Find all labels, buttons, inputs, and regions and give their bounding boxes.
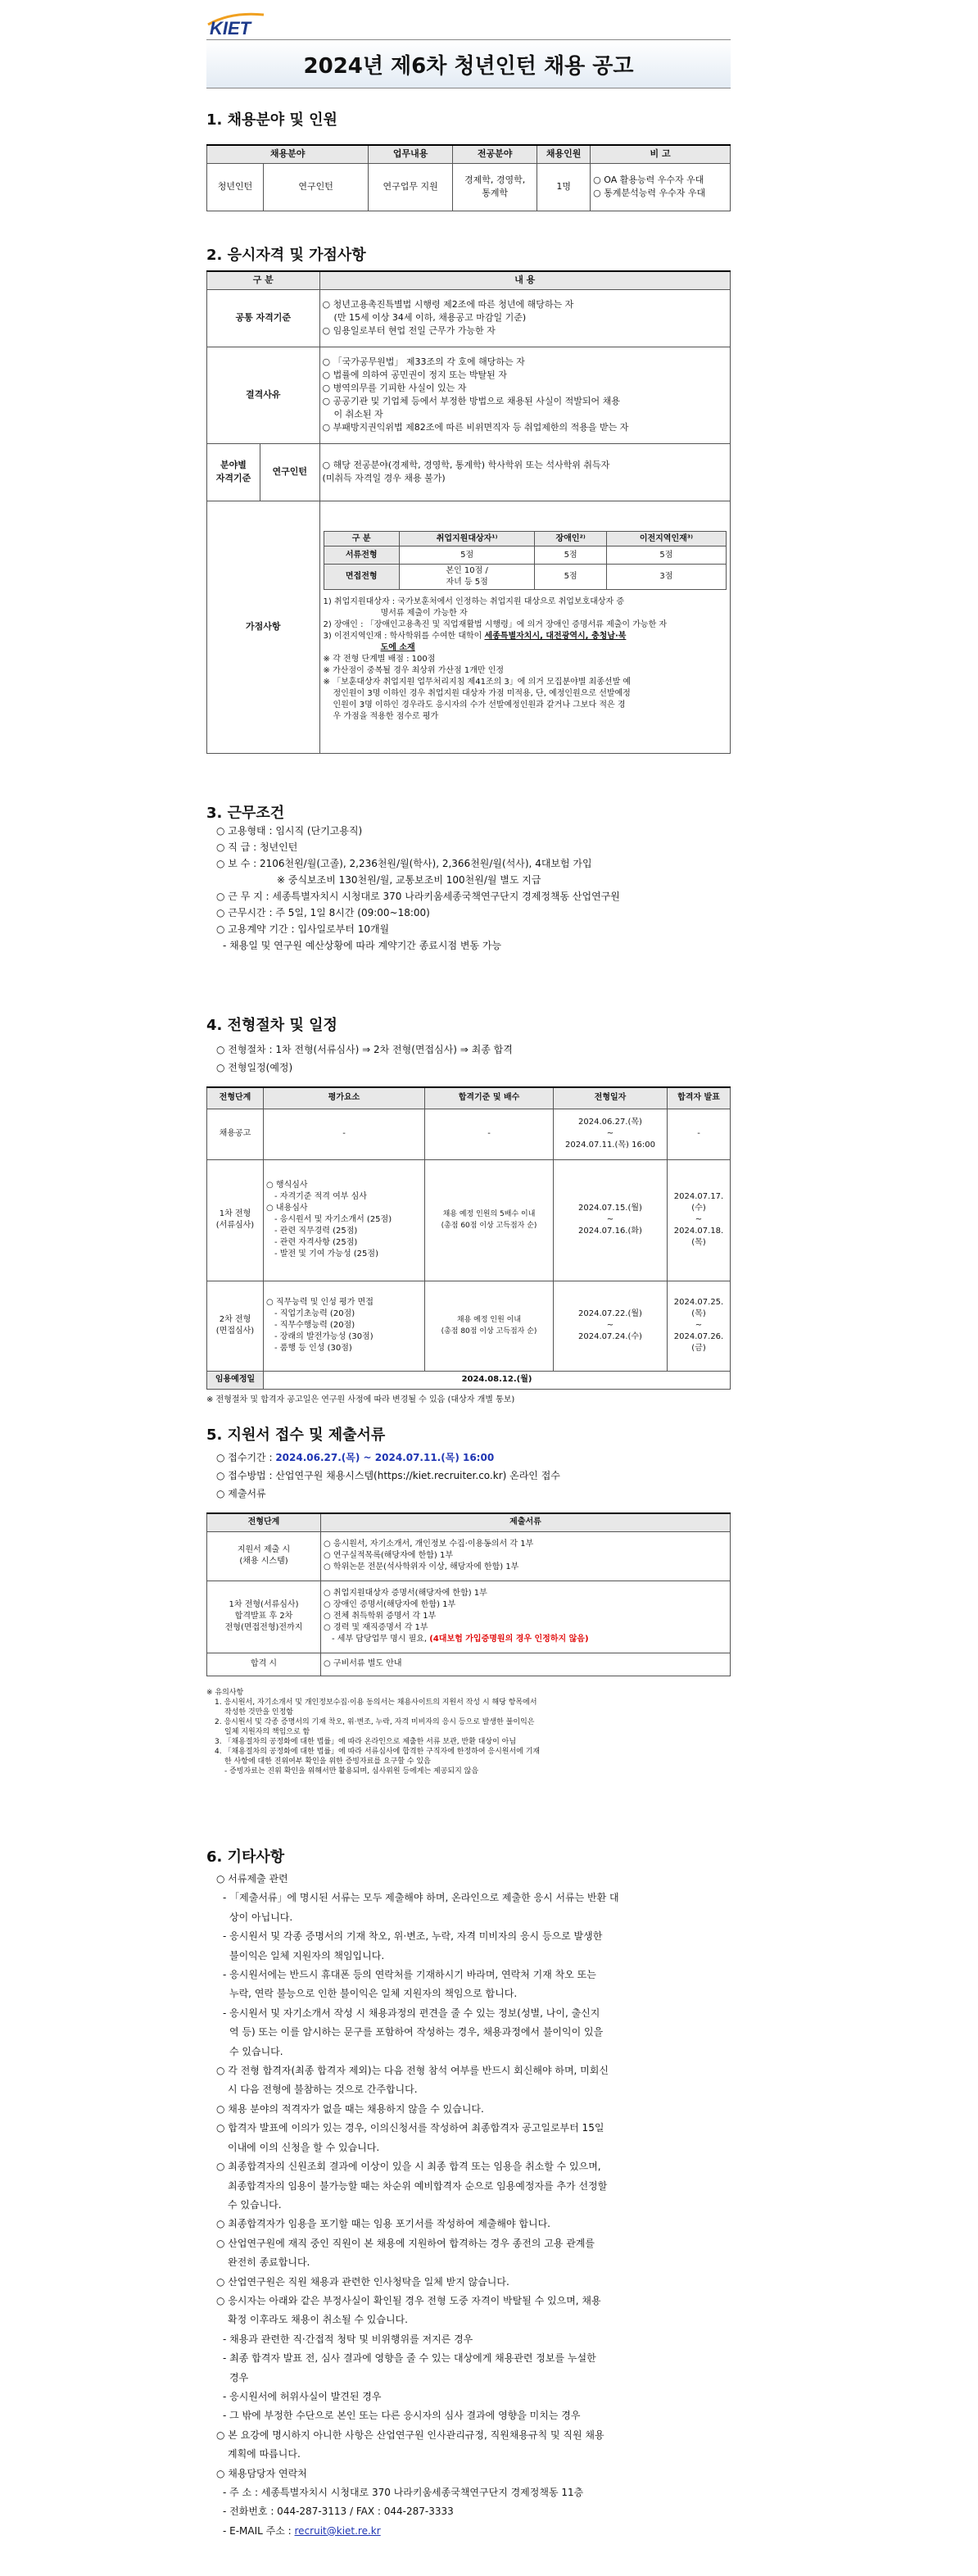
notice-line: - 주 소 : 세종특별자치시 시청대로 370 나라키움세종국책연구단지 경제정책동 11층	[223, 2487, 584, 2498]
cell: 본인 10점 / 자녀 등 5점	[399, 565, 535, 590]
cell: 1차 전형 (서류심사)	[207, 1159, 264, 1281]
cell: 합격 시	[207, 1653, 321, 1676]
notice-line: ○ 산업연구원은 직원 채용과 관련한 인사청탁을 일체 받지 않습니다.	[216, 2275, 509, 2288]
cell: 청년인턴	[207, 163, 264, 211]
cell: 채용 예정 인원 이내 (총점 80점 이상 고득점자 순)	[425, 1281, 554, 1371]
row-label: 임용예정일	[207, 1371, 264, 1389]
notice-line: 상이 아닙니다.	[229, 1911, 293, 1923]
cell: 1차 전형(서류심사) 합격발표 후 2차 전형(면접전형)전까지	[207, 1581, 321, 1653]
notice-line: ○ 합격자 발표에 이의가 있는 경우, 이의신청서를 작성하여 최종합격자 공고일로부터 15일	[216, 2122, 604, 2134]
cell: 5점	[399, 546, 535, 565]
notice-line: ○ 산업연구원에 재직 중인 직원이 본 채용에 지원하여 합격하는 경우 종전의 고용 관계를	[216, 2237, 595, 2249]
col-header: 채용인원	[537, 145, 591, 163]
svg-text:KIET: KIET	[210, 18, 251, 38]
notice-line: ○ 채용 분야의 적격자가 없을 때는 채용하지 않을 수 있습니다.	[216, 2102, 484, 2115]
notice-line: - 최종 합격자 발표 전, 심사 결과에 영향을 줄 수 있는 대상에게 채용관련 정보를 누설한	[223, 2352, 596, 2365]
notice-line: ○ 응시자는 아래와 같은 부정사실이 확인될 경우 전형 도중 자격이 박탈될 수 있으며, 채용	[216, 2294, 601, 2306]
cell: -	[264, 1109, 425, 1159]
section-6-title: 6. 기타사항	[206, 1848, 285, 1866]
cell: ○ 직무능력 및 인성 평가 면접 - 직업기초능력 (20점) - 직무수행능력 (20점) - 장래의 발전가능성 (30점) - 품행 등 인성 (30점)	[264, 1281, 425, 1371]
row-label: 가점사항	[207, 501, 320, 753]
cell: ○ OA 활용능력 우수자 우대 ○ 통계분석능력 우수자 우대	[591, 163, 731, 211]
work-conditions: ○ 고용형태 : 임시직 (단기고용직) ○ 직 급 : 청년인턴 ○ 보 수 : 2106천원/월(고졸), 2,236천원/월(학사), 2,366천원/월(석사), 4대보험 가입 ※ 중식보조비 130천원/월, 교통보조비 100천원/월 별도 지급 ○ 근 무 지 : 세종특별자치시 시청대로 370 나라키움세종국책연구단지 경제정책동 산업연구원 ○ 근무시간 : 주 5일, 1일 8시간 (09:00~18:00) ○ 고용계약 기간 : 입사일로부터 10개월 - 채용일 및 연구원 예산상황에 따라 계약기간 종료시점 변동 가능	[216, 825, 620, 951]
notice-line: 최종합격자의 임용이 불가능할 때는 차순위 예비합격자 순으로 임용예정자를 추가 선정할	[228, 2179, 608, 2192]
section-3-title: 3. 근무조건	[206, 805, 285, 822]
col-header: 구 분	[324, 532, 399, 546]
cell: 3점	[606, 565, 726, 590]
notice-line: - 응시원서에는 반드시 휴대폰 등의 연락처를 기재하시기 바라며, 연락처 기재 착오 또는	[223, 1969, 596, 1981]
row-label: 면접전형	[324, 565, 399, 590]
notice-line: - 응시원서에 허위사실이 발견된 경우	[223, 2390, 382, 2402]
bonus-notes: 1) 취업지원대상자 : 국가보훈처에서 인정하는 취업지원 대상으로 취업보호대상자 증 명서류 제출이 가능한 자 2) 장애인 : 「장애인고용촉진 및 직업재활법 시행령」에 의거 장애인 증명서류 제출이 가능한 자 3) 이전지역인재 : 학사학위를 수여한 대학이 세종특별자치시, 대전광역시, 충청남·북 도에 소재 ※ 각 전형 단계별 배점 : 100점 ※ 가산점이 중복될 경우 최상위 가산점 1개만 인정 ※ 「보훈대상자 취업지원 업무처리지침 제41조의 3」에 의거 모집분야별 최종선발 예 정인원이 3명 이하인 경우 취업지원 대상자 가점 미적용, 단, 예정인원으로 선발예정 인원이 3명 이하인 경우라도 응시자의 수가 선발예정인원과 같거나 그보다 적은 경 우 가점을 적용한 점수로 평가	[323, 597, 668, 721]
other-notes	[216, 1870, 731, 2541]
cell: ○ 구비서류 별도 안내	[321, 1653, 731, 1676]
notice-line: 경우	[229, 2371, 249, 2383]
application-notes: ※ 유의사항 1. 응시원서, 자기소개서 및 개인정보수집·이용 동의서는 채용사이트의 지원서 작성 시 해당 항목에서 작성한 것만을 인정함 2. 응시원서 및 각종 증명서의 기재 착오, 위·변조, 누락, 자격 미비자의 응시 등으로 발생한 불이익은 일체 지원자의 책임으로 함 3. 「채용절차의 공정화에 대한 법률」에 따라 온라인으로 제출한 서류 보관, 반환 대상이 아님 4. 「채용절차의 공정화에 대한 법률」에 따라 서류심사에 합격한 구직자에 한정하여 응시원서에 기재 한 사항에 대한 진위여부 확인을 위한 증빙자료를 요구할 수 있음 - 증빙자료는 진위 확인을 위해서만 활용되며, 심사위원 등에게는 제공되지 않음	[206, 1689, 541, 1776]
cell: ○ 청년고용촉진특별법 시행령 제2조에 따른 청년에 해당하는 자 (만 15세 이상 34세 이하, 채용공고 마감일 기준) ○ 임용일로부터 현업 전일 근무가 가능한 자	[319, 289, 730, 347]
notice-line: 수 있습니다.	[229, 2045, 283, 2057]
col-header: 합격자 발표	[668, 1087, 731, 1109]
cell: 채용공고	[207, 1109, 264, 1159]
col-header: 내 용	[319, 271, 730, 289]
col-header: 구 분	[207, 271, 320, 289]
cell: 경제학, 경영학, 통계학	[453, 163, 537, 211]
cell: 2차 전형 (면접심사)	[207, 1281, 264, 1371]
cell: 2024.07.17.(수) ~ 2024.07.18.(목)	[668, 1159, 731, 1281]
cell: 2024.07.25.(목) ~ 2024.07.26.(금)	[668, 1281, 731, 1371]
notice-line: 시 다음 전형에 불참하는 것으로 간주합니다.	[228, 2084, 418, 2096]
cell: -	[425, 1109, 554, 1159]
notice-line: 계획에 따릅니다.	[228, 2448, 301, 2460]
cell: ○ 「국가공무원법」 제33조의 각 호에 해당하는 자 ○ 법률에 의하여 공민권이 정지 또는 박탈된 자 ○ 병역의무를 기피한 사실이 있는 자 ○ 공공기관 및 기업체 등에서 부정한 방법으로 채용된 사실이 적발되어 채용 이 취소된 자 ○ 부패방지권익위법 제82조에 따른 비위면직자 등 취업제한의 적용을 받는 자	[319, 347, 730, 443]
section-1-title: 1. 채용분야 및 인원	[206, 111, 337, 129]
documents-table	[206, 1512, 731, 1676]
notice-line: 수 있습니다.	[228, 2198, 282, 2211]
section-4-title: 4. 전형절차 및 일정	[206, 1017, 337, 1034]
notice-line: - 그 밖에 부정한 수단으로 본인 또는 다른 응시자의 심사 결과에 영향을 미치는 경우	[223, 2410, 581, 2422]
col-header: 평가요소	[264, 1087, 425, 1109]
cell: -	[668, 1109, 731, 1159]
col-header: 장애인²⁾	[535, 532, 606, 546]
cell: 2024.07.22.(월) ~ 2024.07.24.(수)	[554, 1281, 668, 1371]
notice-line: 이내에 이의 신청을 할 수 있습니다.	[228, 2141, 380, 2153]
row-label: 연구인턴	[260, 443, 320, 501]
procedure-text: ○ 전형절차 : 1차 전형(서류심사) ⇒ 2차 전형(면접심사) ⇒ 최종 합격 ○ 전형일정(예정)	[216, 1044, 513, 1073]
cell: ○ 취업지원대상자 증명서(해당자에 한함) 1부 ○ 장애인 증명서(해당자에 한함) 1부 ○ 전체 취득학위 증명서 각 1부 ○ 경력 및 재직증명서 각 1부 - 세부 담당업무 명시 필요, (4대보험 가입증명원의 경우 인정하지 않음)	[321, 1581, 731, 1653]
col-header: 취업지원대상자¹⁾	[399, 532, 535, 546]
cell: 2024.08.12.(월)	[264, 1371, 731, 1389]
notice-line: - 채용과 관련한 직·간접적 청탁 및 비위행위를 저지른 경우	[223, 2333, 473, 2345]
application-text: ○ 접수기간 : 2024.06.27.(목) ~ 2024.07.11.(목) 16:00 ○ 접수방법 : 산업연구원 채용시스템(https://kiet.recruiter.co.kr) 온라인 접수 ○ 제출서류	[216, 1452, 560, 1499]
row-label: 분야별 자격기준	[207, 443, 260, 501]
row-label: 서류전형	[324, 546, 399, 565]
cell: 연구인턴	[264, 163, 369, 211]
row-label: 공통 자격기준	[207, 289, 320, 347]
cell: 2024.07.15.(월) ~ 2024.07.16.(화)	[554, 1159, 668, 1281]
cell	[319, 501, 730, 753]
qualification-table	[206, 270, 731, 754]
row-label: 결격사유	[207, 347, 320, 443]
bonus-table	[324, 531, 727, 590]
notice-line: ○ 각 전형 합격자(최종 합격자 제외)는 다음 전형 참석 여부를 반드시 회신해야 하며, 미회신	[216, 2065, 609, 2077]
kiet-logo	[206, 8, 280, 38]
notice-line: ○ 서류제출 관련	[216, 1873, 288, 1884]
notice-line: ○ 본 요강에 명시하지 아니한 사항은 산업연구원 인사관리규정, 직원채용규칙 및 직원 채용	[216, 2429, 604, 2441]
notice-line: 누락, 연락 불능으로 인한 불이익은 일체 지원자의 책임으로 합니다.	[229, 1988, 518, 2000]
cell: 지원서 제출 시 (채용 시스템)	[207, 1531, 321, 1581]
notice-line: ○ 채용담당자 연락처	[216, 2467, 307, 2479]
cell: 2024.06.27.(목) ~ 2024.07.11.(목) 16:00	[554, 1109, 668, 1159]
schedule-footnote: ※ 전형절차 및 합격자 공고일은 연구원 사정에 따라 변경될 수 있음 (대상자 개별 통보)	[206, 1395, 515, 1404]
col-header: 비 고	[591, 145, 731, 163]
notice-line: 불이익은 일체 지원자의 책임입니다.	[229, 1949, 385, 1961]
notice-line: ○ 최종합격자가 임용을 포기할 때는 임용 포기서를 작성하여 제출해야 합니다.	[216, 2218, 550, 2230]
notice-line: - 응시원서 및 각종 증명서의 기재 착오, 위·변조, 누락, 자격 미비자의 응시 등으로 발생한	[223, 1930, 603, 1943]
recruitment-table	[206, 144, 731, 211]
col-header: 전공분야	[453, 145, 537, 163]
cell: ○ 행식심사 - 자격기준 적격 여부 심사 ○ 내용심사 - 응시원서 및 자기소개서 (25점) - 관련 직무경력 (25점) - 관련 자격사항 (25점) - 발전 및 기여 가능성 (25점)	[264, 1159, 425, 1281]
col-header: 채용분야	[207, 145, 369, 163]
notice-line: - 응시원서 및 자기소개서 작성 시 채용과정의 편견을 줄 수 있는 정보(성별, 나이, 출신지	[223, 2007, 600, 2019]
notice-line: 완전히 종료합니다.	[228, 2256, 310, 2269]
cell: 5점	[535, 546, 606, 565]
col-header: 전형단계	[207, 1087, 264, 1109]
col-header: 전형단계	[207, 1513, 321, 1531]
section-2-title: 2. 응시자격 및 가점사항	[206, 247, 366, 264]
email-link[interactable]: recruit@kiet.re.kr	[294, 2524, 381, 2537]
notice-line: 확정 이후라도 채용이 취소될 수 있습니다.	[228, 2314, 408, 2326]
section-5-title: 5. 지원서 접수 및 제출서류	[206, 1426, 386, 1444]
page-title: 2024년 제6차 청년인턴 채용 공고	[206, 39, 731, 88]
cell: ○ 해당 전공분야(경제학, 경영학, 통계학) 학사학위 또는 석사학위 취득자 (미취득 자격일 경우 채용 불가)	[319, 443, 730, 501]
notice-line: 역 등) 또는 이를 암시하는 문구를 포함하여 작성하는 경우, 채용과정에서 불이익이 있을	[229, 2026, 604, 2039]
notice-line: - 「제출서류」에 명시된 서류는 모두 제출해야 하며, 온라인으로 제출한 응시 서류는 반환 대	[223, 1892, 619, 1904]
col-header: 전형일자	[554, 1087, 668, 1109]
col-header: 업무내용	[369, 145, 453, 163]
cell: 채용 예정 인원의 5배수 이내 (총점 60점 이상 고득점자 순)	[425, 1159, 554, 1281]
col-header: 합격기준 및 배수	[425, 1087, 554, 1109]
schedule-table	[206, 1086, 731, 1390]
col-header: 이전지역인재³⁾	[606, 532, 726, 546]
notice-line: - 전화번호 : 044-287-3113 / FAX : 044-287-3333	[223, 2506, 454, 2518]
cell: 1명	[537, 163, 591, 211]
cell: 5점	[535, 565, 606, 590]
cell: 연구업무 지원	[369, 163, 453, 211]
cell: 5점	[606, 546, 726, 565]
notice-line: ○ 최종합격자의 신원조회 결과에 이상이 있을 시 최종 합격 또는 임용을 취소할 수 있으며,	[216, 2161, 601, 2173]
email-line: - E-MAIL 주소 : recruit@kiet.re.kr	[223, 2524, 381, 2537]
cell: ○ 응시원서, 자기소개서, 개인정보 수집·이용동의서 각 1부 ○ 연구실적목록(해당자에 한함) 1부 ○ 학위논문 전문(석사학위자 이상, 해당자에 한함) 1부	[321, 1531, 731, 1581]
col-header: 제출서류	[321, 1513, 731, 1531]
